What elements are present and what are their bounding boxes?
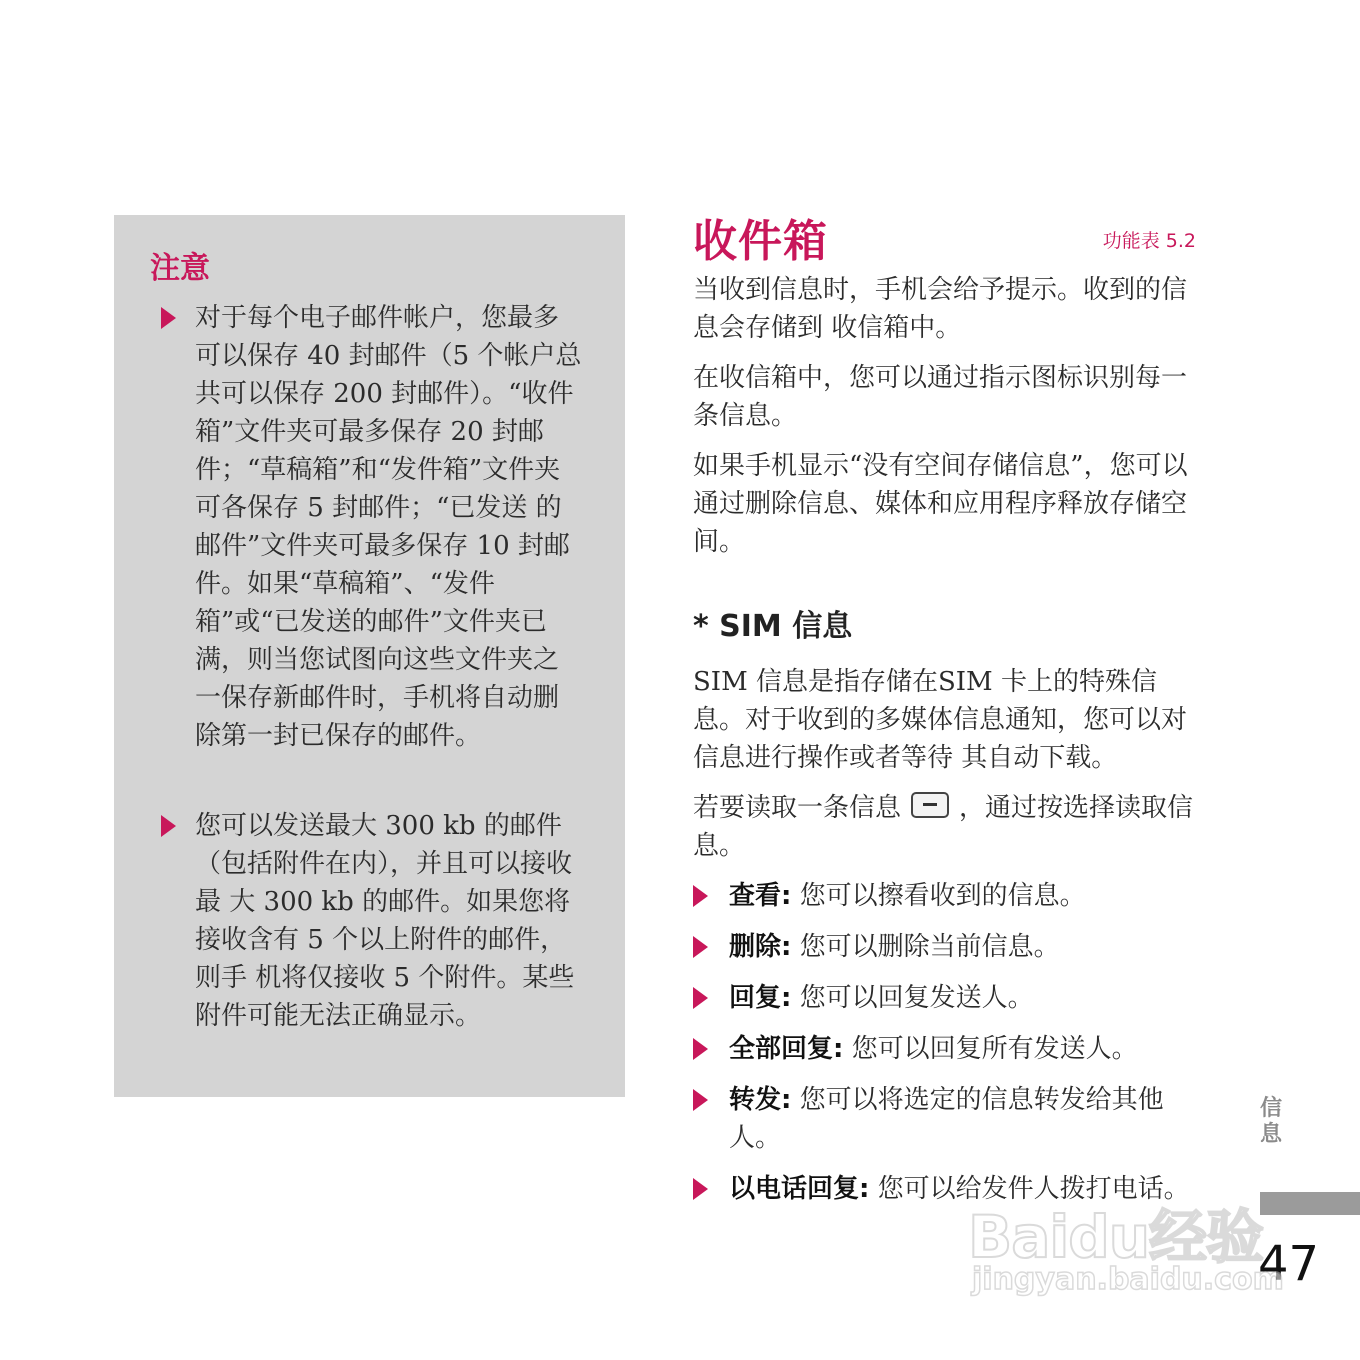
menu-reference: 功能表 5.2 (1102, 230, 1196, 252)
bullet-triangle-icon (693, 987, 708, 1009)
note-item-text: 您可以发送最大 300 kb 的邮件（包括附件在内），并且可以接收最 大 300 kb 的邮件。如果您将接收含有 5 个以上附件的邮件，则手 机将仅接收 5 个附件。某些附件可能无法正确显示。 (195, 811, 575, 1031)
bullet-triangle-icon (161, 307, 176, 329)
read-instruction-end: ，通过按选择读取信息。 (693, 793, 1194, 861)
read-instruction-start: 若要读取一条信息 (693, 793, 902, 823)
section-header (693, 205, 1198, 271)
page-number: 47 (1258, 1236, 1320, 1292)
chapter-side-tab: 信息 (1259, 1096, 1282, 1147)
note-box (114, 215, 625, 1097)
option-desc: 您可以将选定的信息转发给其他人。 (729, 1085, 1164, 1153)
bullet-triangle-icon (693, 1089, 708, 1111)
sim-paragraph: SIM 信息是指存储在SIM 卡上的特殊信息。对于收到的多媒体信息通知，您可以对信息进行操作或者等待 其自动下载。 (693, 667, 1188, 773)
note-item (195, 807, 583, 1035)
option-desc: 您可以回复所有发送人。 (851, 1034, 1138, 1064)
option-item (693, 979, 1198, 1017)
option-desc: 您可以擦看收到的信息。 (799, 881, 1086, 911)
note-item (195, 299, 583, 755)
section-title: 收件箱 (693, 216, 828, 267)
main-column (693, 205, 1198, 1221)
option-label: 以电话回复: (729, 1174, 870, 1204)
left-soft-key-icon (911, 792, 949, 818)
option-item (693, 928, 1198, 966)
option-label: 查看: (729, 881, 792, 911)
option-label: 回复: (729, 983, 792, 1013)
note-item-text: 对于每个电子邮件帐户，您最多可以保存 40 封邮件（5 个帐户总 共可以保存 200 封邮件）。“收件箱”文件夹可最多保存 20 封邮 件；“草稿箱”和“发件箱”文件夹可各保存 5 封邮件；“已发送 的邮件”文件夹可最多保存 10 封邮件。如果“草稿箱”、“发件箱”或“已发送的邮件”文件夹已满，则当您试图向这些文件夹之 一保存新邮件时，手机将自动删除第一封已保存的邮件。 (195, 303, 582, 751)
option-label: 删除: (729, 932, 792, 962)
bullet-triangle-icon (693, 885, 708, 907)
option-item (693, 1081, 1198, 1157)
paragraph: 如果手机显示“没有空间存储信息”，您可以通过删除信息、媒体和应用程序释放存储空间。 (693, 451, 1188, 557)
bullet-triangle-icon (693, 1038, 708, 1060)
bullet-triangle-icon (161, 815, 176, 837)
sim-heading: * SIM 信息 (693, 609, 853, 644)
bullet-triangle-icon (693, 1178, 708, 1200)
note-title: 注意 (150, 251, 210, 286)
option-item (693, 1030, 1198, 1068)
bullet-triangle-icon (693, 936, 708, 958)
watermark-url: jingyan.baidu.com (972, 1262, 1284, 1297)
option-label: 全部回复: (729, 1034, 844, 1064)
option-desc: 您可以给发件人拨打电话。 (877, 1174, 1190, 1204)
option-item (693, 877, 1198, 915)
read-instruction (693, 789, 1198, 865)
option-desc: 您可以删除当前信息。 (799, 932, 1060, 962)
option-label: 转发: (729, 1085, 792, 1115)
paragraph: 当收到信息时，手机会给予提示。收到的信息会存储到 收信箱中。 (693, 275, 1188, 343)
option-desc: 您可以回复发送人。 (799, 983, 1034, 1013)
watermark-logo: Baidu经验 (968, 1203, 1264, 1271)
paragraph: 在收信箱中，您可以通过指示图标识别每一条信息。 (693, 363, 1188, 431)
baidu-watermark (968, 1190, 1284, 1310)
